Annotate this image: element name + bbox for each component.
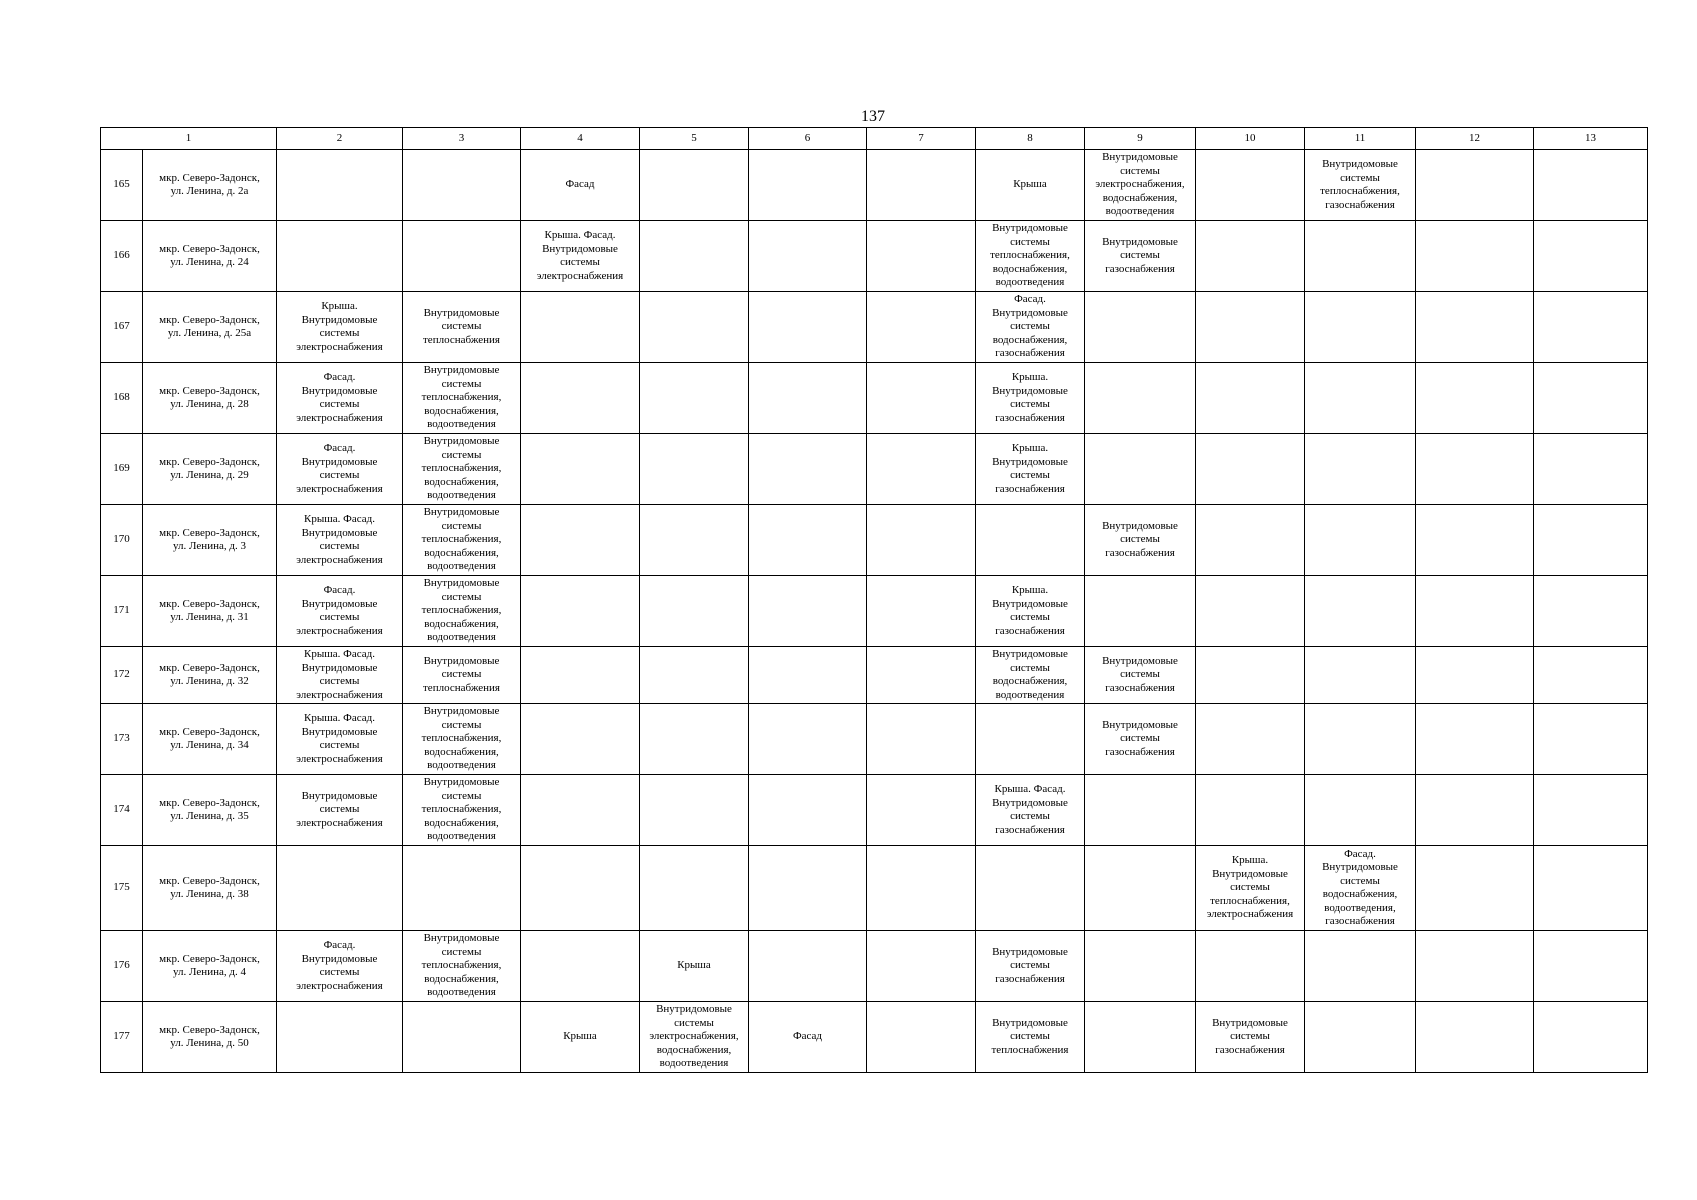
work-cell bbox=[1534, 221, 1648, 292]
work-cell bbox=[1196, 775, 1305, 846]
work-cell bbox=[403, 221, 521, 292]
work-cell bbox=[867, 150, 976, 221]
work-cell bbox=[1305, 363, 1416, 434]
work-cell bbox=[749, 434, 867, 505]
address-cell: мкр. Северо-Задонск, ул. Ленина, д. 32 bbox=[143, 647, 277, 704]
work-cell: Внутридомовые системы газоснабжения bbox=[1085, 221, 1196, 292]
work-cell bbox=[749, 505, 867, 576]
work-cell bbox=[867, 505, 976, 576]
work-cell: Внутридомовые системы теплоснабжения, водоснабжения, водоотведения bbox=[403, 434, 521, 505]
address-cell: мкр. Северо-Задонск, ул. Ленина, д. 3 bbox=[143, 505, 277, 576]
work-cell bbox=[867, 931, 976, 1002]
work-cell bbox=[1085, 576, 1196, 647]
work-cell: Внутридомовые системы теплоснабжения, водоснабжения, водоотведения bbox=[403, 704, 521, 775]
work-cell bbox=[1534, 846, 1648, 931]
work-cell bbox=[277, 846, 403, 931]
work-cell bbox=[1305, 221, 1416, 292]
work-cell: Внутридомовые системы газоснабжения bbox=[1196, 1002, 1305, 1073]
work-cell bbox=[1305, 775, 1416, 846]
work-cell bbox=[1305, 647, 1416, 704]
work-cell bbox=[1085, 1002, 1196, 1073]
row-number: 167 bbox=[101, 292, 143, 363]
work-cell bbox=[867, 775, 976, 846]
work-cell bbox=[1305, 292, 1416, 363]
work-cell bbox=[1305, 704, 1416, 775]
work-cell bbox=[277, 1002, 403, 1073]
work-cell: Крыша. Внутридомовые системы газоснабжения bbox=[976, 363, 1085, 434]
work-cell bbox=[867, 363, 976, 434]
work-cell bbox=[749, 846, 867, 931]
row-number: 168 bbox=[101, 363, 143, 434]
column-header: 1 bbox=[101, 128, 277, 150]
work-cell bbox=[1196, 647, 1305, 704]
work-cell: Крыша. Фасад. Внутридомовые системы электроснабжения bbox=[277, 704, 403, 775]
work-cell: Фасад. Внутридомовые системы электроснабжения bbox=[277, 576, 403, 647]
work-cell bbox=[976, 846, 1085, 931]
column-header: 6 bbox=[749, 128, 867, 150]
work-cell bbox=[521, 704, 640, 775]
work-cell: Внутридомовые системы теплоснабжения, газоснабжения bbox=[1305, 150, 1416, 221]
work-cell bbox=[1416, 505, 1534, 576]
work-cell: Крыша. Фасад. Внутридомовые системы электроснабжения bbox=[521, 221, 640, 292]
work-cell bbox=[640, 846, 749, 931]
work-cell bbox=[749, 576, 867, 647]
work-cell bbox=[749, 221, 867, 292]
work-cell bbox=[1196, 505, 1305, 576]
column-header: 3 bbox=[403, 128, 521, 150]
work-cell bbox=[1416, 931, 1534, 1002]
work-cell bbox=[1305, 434, 1416, 505]
work-cell bbox=[1305, 505, 1416, 576]
work-cell: Внутридомовые системы газоснабжения bbox=[1085, 505, 1196, 576]
work-cell bbox=[867, 647, 976, 704]
address-cell: мкр. Северо-Задонск, ул. Ленина, д. 25а bbox=[143, 292, 277, 363]
work-cell: Внутридомовые системы теплоснабжения, водоснабжения, водоотведения bbox=[403, 931, 521, 1002]
work-cell bbox=[640, 505, 749, 576]
column-header: 7 bbox=[867, 128, 976, 150]
work-cell bbox=[1534, 150, 1648, 221]
table-row bbox=[101, 775, 1648, 846]
column-header: 5 bbox=[640, 128, 749, 150]
address-cell: мкр. Северо-Задонск, ул. Ленина, д. 29 bbox=[143, 434, 277, 505]
work-cell: Фасад. Внутридомовые системы водоснабжения, газоснабжения bbox=[976, 292, 1085, 363]
work-cell bbox=[640, 434, 749, 505]
work-cell bbox=[1196, 931, 1305, 1002]
work-cell bbox=[867, 434, 976, 505]
work-cell: Крыша bbox=[976, 150, 1085, 221]
work-cell bbox=[1534, 647, 1648, 704]
work-cell bbox=[867, 221, 976, 292]
column-header: 9 bbox=[1085, 128, 1196, 150]
work-cell bbox=[1196, 221, 1305, 292]
table-row bbox=[101, 292, 1648, 363]
work-cell bbox=[1534, 292, 1648, 363]
work-cell: Внутридомовые системы электроснабжения, водоснабжения, водоотведения bbox=[1085, 150, 1196, 221]
row-number: 175 bbox=[101, 846, 143, 931]
table-row bbox=[101, 647, 1648, 704]
work-cell bbox=[1534, 1002, 1648, 1073]
work-cell bbox=[403, 150, 521, 221]
work-cell bbox=[1196, 150, 1305, 221]
table-row bbox=[101, 434, 1648, 505]
work-cell bbox=[1416, 292, 1534, 363]
work-cell bbox=[521, 846, 640, 931]
work-cell: Внутридомовые системы газоснабжения bbox=[1085, 704, 1196, 775]
work-cell bbox=[867, 292, 976, 363]
work-cell bbox=[1196, 576, 1305, 647]
address-cell: мкр. Северо-Задонск, ул. Ленина, д. 35 bbox=[143, 775, 277, 846]
work-cell: Крыша bbox=[521, 1002, 640, 1073]
work-cell: Крыша. Внутридомовые системы теплоснабжения, электроснабжения bbox=[1196, 846, 1305, 931]
table-row bbox=[101, 576, 1648, 647]
work-cell bbox=[640, 150, 749, 221]
work-cell bbox=[1416, 704, 1534, 775]
address-cell: мкр. Северо-Задонск, ул. Ленина, д. 50 bbox=[143, 1002, 277, 1073]
work-cell bbox=[640, 576, 749, 647]
address-cell: мкр. Северо-Задонск, ул. Ленина, д. 38 bbox=[143, 846, 277, 931]
table-row bbox=[101, 931, 1648, 1002]
address-cell: мкр. Северо-Задонск, ул. Ленина, д. 34 bbox=[143, 704, 277, 775]
work-cell: Внутридомовые системы теплоснабжения, водоснабжения, водоотведения bbox=[403, 576, 521, 647]
header-row bbox=[101, 128, 1648, 150]
column-header: 8 bbox=[976, 128, 1085, 150]
row-number: 172 bbox=[101, 647, 143, 704]
work-cell bbox=[640, 647, 749, 704]
work-cell bbox=[976, 704, 1085, 775]
work-cell bbox=[521, 505, 640, 576]
work-cell: Фасад bbox=[521, 150, 640, 221]
work-cell bbox=[640, 775, 749, 846]
work-cell: Внутридомовые системы газоснабжения bbox=[1085, 647, 1196, 704]
work-cell: Фасад. Внутридомовые системы электроснабжения bbox=[277, 931, 403, 1002]
work-cell bbox=[1534, 363, 1648, 434]
work-cell bbox=[1416, 1002, 1534, 1073]
address-cell: мкр. Северо-Задонск, ул. Ленина, д. 31 bbox=[143, 576, 277, 647]
work-cell bbox=[521, 363, 640, 434]
work-cell bbox=[1305, 576, 1416, 647]
work-cell bbox=[1534, 576, 1648, 647]
work-cell: Внутридомовые системы теплоснабжения bbox=[403, 647, 521, 704]
work-cell bbox=[867, 576, 976, 647]
work-cell bbox=[749, 150, 867, 221]
column-header: 12 bbox=[1416, 128, 1534, 150]
work-cell bbox=[749, 647, 867, 704]
work-cell bbox=[521, 292, 640, 363]
work-cell bbox=[749, 775, 867, 846]
work-cell bbox=[277, 221, 403, 292]
work-cell bbox=[403, 1002, 521, 1073]
column-header: 2 bbox=[277, 128, 403, 150]
work-cell bbox=[1534, 704, 1648, 775]
work-cell: Крыша. Внутридомовые системы газоснабжения bbox=[976, 434, 1085, 505]
address-cell: мкр. Северо-Задонск, ул. Ленина, д. 24 bbox=[143, 221, 277, 292]
work-cell bbox=[1416, 434, 1534, 505]
column-header: 4 bbox=[521, 128, 640, 150]
address-cell: мкр. Северо-Задонск, ул. Ленина, д. 2а bbox=[143, 150, 277, 221]
work-cell bbox=[640, 292, 749, 363]
work-cell bbox=[521, 576, 640, 647]
work-cell bbox=[749, 292, 867, 363]
work-cell bbox=[521, 775, 640, 846]
work-cell bbox=[1416, 775, 1534, 846]
work-cell bbox=[1085, 363, 1196, 434]
work-cell bbox=[1085, 846, 1196, 931]
address-cell: мкр. Северо-Задонск, ул. Ленина, д. 4 bbox=[143, 931, 277, 1002]
work-cell bbox=[640, 363, 749, 434]
repair-schedule-table bbox=[100, 127, 1648, 1073]
table-row bbox=[101, 846, 1648, 931]
work-cell: Внутридомовые системы электроснабжения, водоснабжения, водоотведения bbox=[640, 1002, 749, 1073]
work-cell bbox=[1534, 931, 1648, 1002]
work-cell bbox=[1416, 221, 1534, 292]
work-cell: Фасад. Внутридомовые системы электроснабжения bbox=[277, 434, 403, 505]
table-row bbox=[101, 150, 1648, 221]
work-cell bbox=[1416, 576, 1534, 647]
work-cell bbox=[521, 434, 640, 505]
work-cell bbox=[277, 150, 403, 221]
work-cell bbox=[749, 704, 867, 775]
table-body bbox=[101, 150, 1648, 1073]
column-header: 13 bbox=[1534, 128, 1648, 150]
work-cell: Внутридомовые системы газоснабжения bbox=[976, 931, 1085, 1002]
row-number: 169 bbox=[101, 434, 143, 505]
work-cell bbox=[1416, 150, 1534, 221]
row-number: 166 bbox=[101, 221, 143, 292]
work-cell: Фасад. Внутридомовые системы электроснабжения bbox=[277, 363, 403, 434]
work-cell bbox=[640, 704, 749, 775]
work-cell bbox=[640, 221, 749, 292]
work-cell bbox=[1085, 931, 1196, 1002]
work-cell bbox=[1085, 292, 1196, 363]
work-cell: Крыша. Внутридомовые системы газоснабжения bbox=[976, 576, 1085, 647]
work-cell: Фасад. Внутридомовые системы водоснабжения, водоотведения, газоснабжения bbox=[1305, 846, 1416, 931]
work-cell bbox=[1305, 931, 1416, 1002]
work-cell: Внутридомовые системы электроснабжения bbox=[277, 775, 403, 846]
work-cell: Крыша. Внутридомовые системы электроснабжения bbox=[277, 292, 403, 363]
work-cell bbox=[867, 846, 976, 931]
work-cell bbox=[1416, 647, 1534, 704]
table-row bbox=[101, 1002, 1648, 1073]
work-cell bbox=[1085, 434, 1196, 505]
work-cell bbox=[1534, 434, 1648, 505]
row-number: 170 bbox=[101, 505, 143, 576]
row-number: 171 bbox=[101, 576, 143, 647]
table-row bbox=[101, 221, 1648, 292]
work-cell: Внутридомовые системы теплоснабжения, водоснабжения, водоотведения bbox=[976, 221, 1085, 292]
work-cell: Внутридомовые системы водоснабжения, водоотведения bbox=[976, 647, 1085, 704]
work-cell: Крыша. Фасад. Внутридомовые системы газоснабжения bbox=[976, 775, 1085, 846]
work-cell bbox=[521, 647, 640, 704]
row-number: 174 bbox=[101, 775, 143, 846]
work-cell bbox=[749, 363, 867, 434]
work-cell bbox=[1196, 704, 1305, 775]
work-cell: Крыша. Фасад. Внутридомовые системы электроснабжения bbox=[277, 505, 403, 576]
work-cell bbox=[1534, 775, 1648, 846]
column-header: 10 bbox=[1196, 128, 1305, 150]
address-cell: мкр. Северо-Задонск, ул. Ленина, д. 28 bbox=[143, 363, 277, 434]
row-number: 173 bbox=[101, 704, 143, 775]
work-cell bbox=[1196, 363, 1305, 434]
work-cell bbox=[749, 931, 867, 1002]
row-number: 176 bbox=[101, 931, 143, 1002]
work-cell bbox=[1305, 1002, 1416, 1073]
column-header: 11 bbox=[1305, 128, 1416, 150]
work-cell: Крыша bbox=[640, 931, 749, 1002]
work-cell: Фасад bbox=[749, 1002, 867, 1073]
work-cell: Внутридомовые системы теплоснабжения bbox=[976, 1002, 1085, 1073]
work-cell bbox=[1196, 292, 1305, 363]
work-cell bbox=[867, 1002, 976, 1073]
table-row bbox=[101, 363, 1648, 434]
work-cell bbox=[976, 505, 1085, 576]
table-row bbox=[101, 505, 1648, 576]
work-cell bbox=[1416, 846, 1534, 931]
row-number: 177 bbox=[101, 1002, 143, 1073]
row-number: 165 bbox=[101, 150, 143, 221]
work-cell: Крыша. Фасад. Внутридомовые системы электроснабжения bbox=[277, 647, 403, 704]
work-cell bbox=[867, 704, 976, 775]
work-cell bbox=[1196, 434, 1305, 505]
work-cell bbox=[1534, 505, 1648, 576]
work-cell bbox=[1085, 775, 1196, 846]
table-row bbox=[101, 704, 1648, 775]
work-cell: Внутридомовые системы теплоснабжения, водоснабжения, водоотведения bbox=[403, 363, 521, 434]
table-header bbox=[101, 128, 1648, 150]
work-cell bbox=[1416, 363, 1534, 434]
work-cell: Внутридомовые системы теплоснабжения, водоснабжения, водоотведения bbox=[403, 775, 521, 846]
work-cell: Внутридомовые системы теплоснабжения, водоснабжения, водоотведения bbox=[403, 505, 521, 576]
page-number: 137 bbox=[861, 108, 885, 125]
work-cell: Внутридомовые системы теплоснабжения bbox=[403, 292, 521, 363]
work-cell bbox=[403, 846, 521, 931]
work-cell bbox=[521, 931, 640, 1002]
